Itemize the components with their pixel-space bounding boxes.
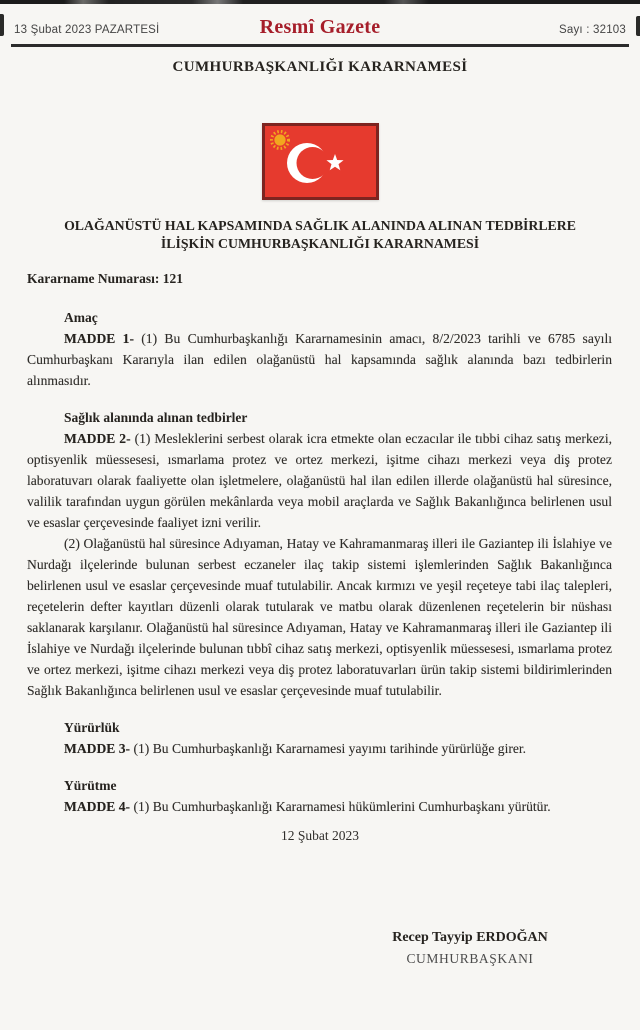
flag-container: [0, 123, 640, 200]
gazette-header: [0, 0, 640, 39]
header-rule: [11, 44, 629, 47]
decree-number: Kararname Numarası: 121: [27, 271, 183, 286]
section-heading: Amaç: [64, 310, 98, 325]
section-heading: Sağlık alanında alınan tedbirler: [64, 410, 248, 425]
decree-title-line1: OLAĞANÜSTÜ HAL KAPSAMINDA SAĞLIK ALANINDA ALINAN TEDBİRLERE: [64, 218, 576, 233]
signature-block: [345, 930, 595, 967]
gazette-masthead: Resmî Gazete: [259, 16, 381, 38]
scan-artifact-top: [0, 0, 640, 4]
section-heading: Yürütme: [64, 778, 117, 793]
signed-date: 12 Şubat 2023: [280, 828, 359, 843]
decree-title-line2: İLİŞKİN CUMHURBAŞKANLIĞI KARARNAMESİ: [160, 235, 480, 251]
section-heading: Yürürlük: [64, 720, 120, 735]
decree-sections: [27, 307, 612, 817]
decree-title: [0, 217, 640, 252]
scan-artifact-right: [636, 16, 640, 36]
decree-paragraph: MADDE 4- (1) Bu Cumhurbaşkanlığı Kararnamesi hükümlerini Cumhurbaşkanı yürütür.: [64, 799, 551, 814]
decree-paragraph: (2) Olağanüstü hal süresince Adıyaman, Hatay ve Kahramanmaraş illeri ile Gaziantep ili İslahiye ve Nurdağı ilçelerinde bulunan serbest eczaneler ilaç takip sistemi işlemlerinden Sağlık Bakanlığınca belirlenen usul ve esaslar çerçevesinde muaf tutulabilir. Ancak kırmızı ve yeşil reçeteye tabi ilaç talepleri, reçetelerin defter kayıtları düzenli olarak tutularak ve matbu olarak düzenlenen reçetelerin bir nüshası saklanarak karşılanır. Olağanüstü hal süresince Adıyaman, Hatay ve Kahramanmaraş illeri ile Gaziantep ili İslahiye ve Nurdağı ilçelerinde bulunan tıbbî cihaz satış merkezi, optisyenlik müessesesi, ısmarlama protez ve ortez merkezi, işitme cihazı merkezi veya diş protez laboratuvarları ürün takip sistemi bildirimlerinden Sağlık Bakanlığınca belirlenen usul ve esaslar çerçevesinde muaf tutulabilir.: [27, 536, 612, 698]
signature-title: CUMHURBAŞKANI: [406, 951, 534, 966]
document-type-title: CUMHURBAŞKANLIĞI KARARNAMESİ: [172, 59, 468, 75]
turkish-flag-icon: [262, 123, 379, 200]
decree-paragraph: MADDE 3- (1) Bu Cumhurbaşkanlığı Kararnamesi yayımı tarihinde yürürlüğe girer.: [64, 741, 527, 756]
gazette-date: 13 Şubat 2023 PAZARTESİ: [14, 24, 160, 36]
decree-paragraph: MADDE 2- (1) Mesleklerini serbest olarak icra etmekte olan eczacılar ile tıbbi cihaz satış merkezi, optisyenlik müessesesi, ısmarlama protez ve ortez merkezi, işitme cihazı merkezi veya diş protez laboratuvarı olarak faaliyette olan işletmelere, olağanüstü hal ilan edilen illerde olağanüstü hal süresince, valilik tarafından uygun görülen mekânlarda veya mobil araçlarda ve Sağlık Bakanlığınca belirlenen usul ve esaslar çerçevesinde faaliyet izni verilir.: [27, 431, 612, 530]
signature-name: Recep Tayyip ERDOĞAN: [392, 930, 548, 945]
gazette-issue-number: Sayı : 32103: [559, 24, 626, 36]
scan-artifact-left: [0, 14, 4, 36]
decree-paragraph: MADDE 1- (1) Bu Cumhurbaşkanlığı Kararnamesinin amacı, 8/2/2023 tarihli ve 6785 sayılı Cumhurbaşkanı Kararıyla ilan edilen olağanüstü hal kapsamında sağlık alanında bazı tedbirlerin alınmasıdır.: [27, 331, 612, 388]
